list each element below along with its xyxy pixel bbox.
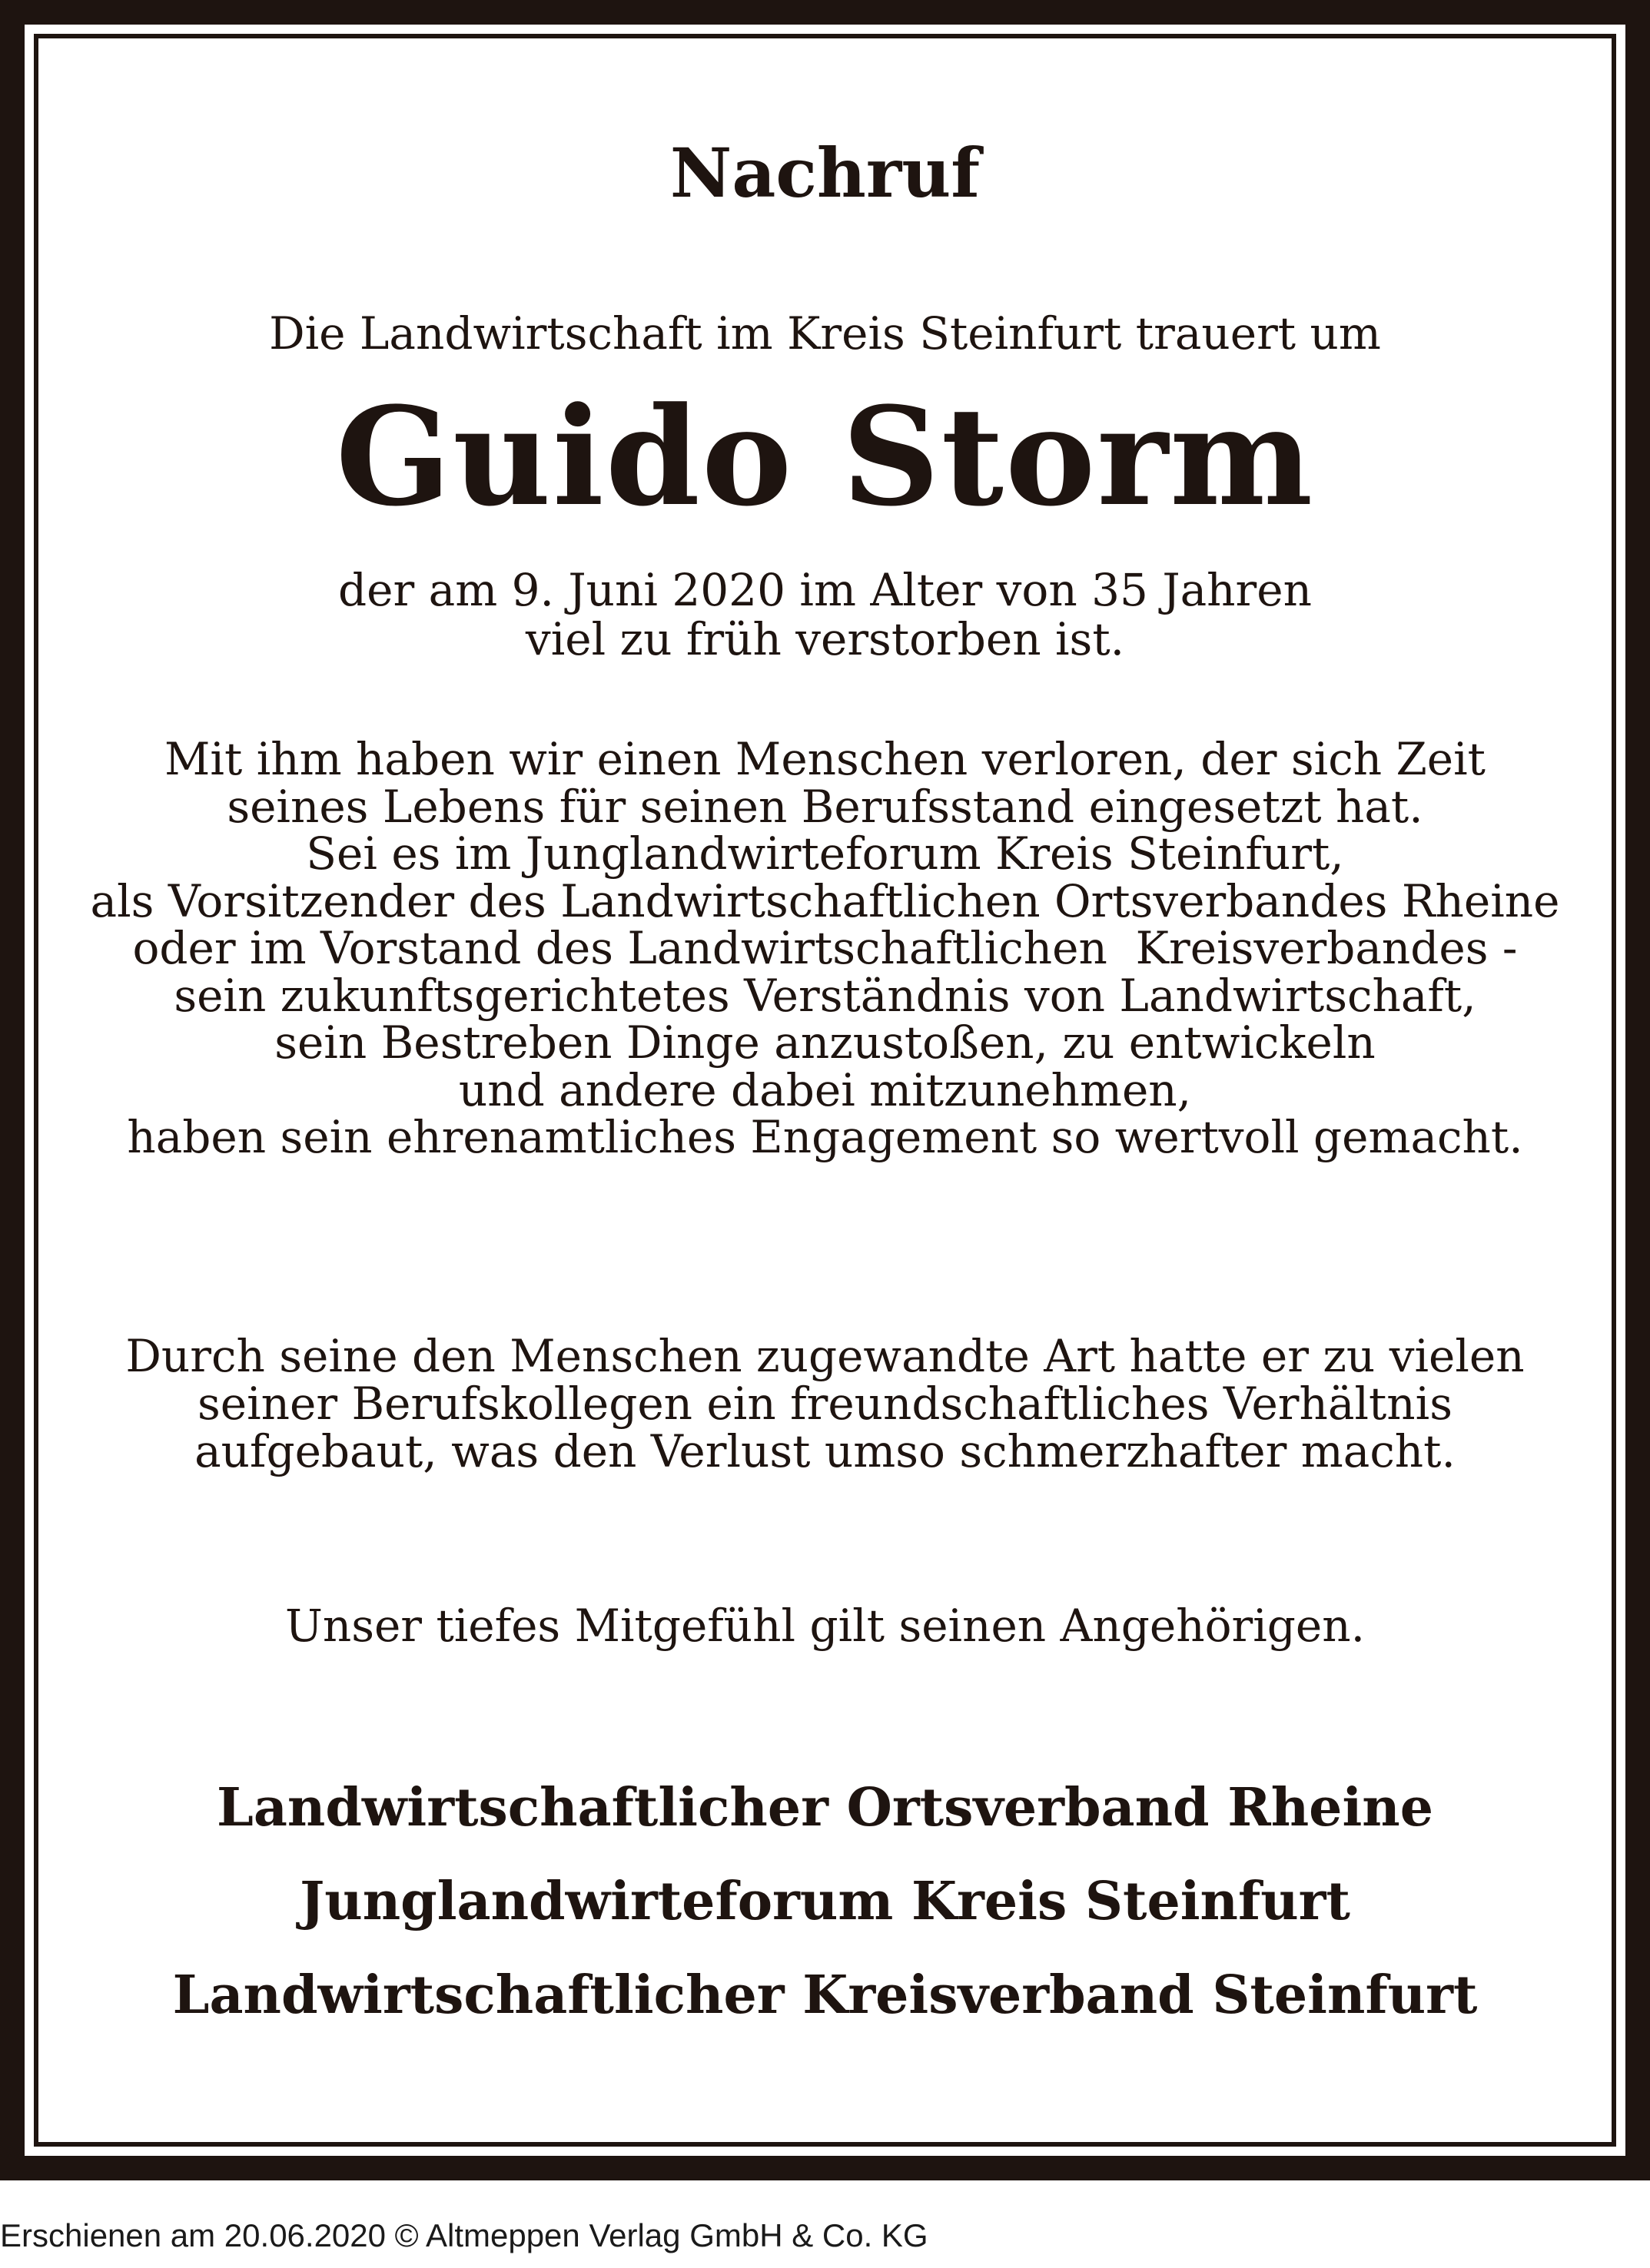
tribute-line: als Vorsitzender des Landwirtschaftlichen Ortsverbandes Rheine <box>90 874 1560 927</box>
tribute-line: haben sein ehrenamtliches Engagement so wertvoll gemacht. <box>127 1111 1523 1163</box>
tribute-line: sein zukunftsgerichtetes Verständnis von Landwirtschaft, <box>174 969 1476 1022</box>
tribute-line: oder im Vorstand des Landwirtschaftlichen Kreisverbandes - <box>132 922 1518 974</box>
signatory-name: Junglandwirteforum Kreis Steinfurt <box>300 1871 1350 1932</box>
signatory-name: Landwirtschaftlicher Kreisverband Steinfurt <box>172 1965 1478 2026</box>
character-line: Durch seine den Menschen zugewandte Art hatte er zu vielen <box>125 1330 1525 1382</box>
tribute-paragraph <box>38 733 1612 1163</box>
obituary-notice <box>38 38 1612 2142</box>
tribute-line: Sei es im Junglandwirteforum Kreis Steinfurt, <box>306 827 1344 880</box>
character-paragraph <box>38 1332 1612 1475</box>
character-line: seiner Berufskollegen ein freundschaftliches Verhältnis <box>198 1378 1452 1430</box>
death-info-line: der am 9. Juni 2020 im Alter von 35 Jahren <box>338 564 1312 616</box>
tribute-line: seines Lebens für seinen Berufsstand eingesetzt hat. <box>227 780 1423 833</box>
obituary-heading: Nachruf <box>669 133 981 213</box>
signatories-list <box>38 1761 1612 2042</box>
tribute-line: Mit ihm haben wir einen Menschen verloren, der sich Zeit <box>164 733 1486 785</box>
death-info-line: viel zu früh verstorben ist. <box>525 613 1125 665</box>
sympathy-text: Unser tiefes Mitgefühl gilt seinen Angehörigen. <box>284 1600 1366 1652</box>
character-line: aufgebaut, was den Verlust umso schmerzhafter macht. <box>194 1425 1456 1477</box>
death-info <box>38 565 1612 664</box>
signatory-name: Landwirtschaftlicher Ortsverband Rheine <box>217 1777 1433 1839</box>
deceased-name: Guido Storm <box>335 377 1315 536</box>
publication-footer: Erschienen am 20.06.2020 © Altmeppen Verlag GmbH & Co. KG <box>0 2217 928 2253</box>
tribute-line: und andere dabei mitzunehmen, <box>458 1063 1192 1116</box>
intro-text: Die Landwirtschaft im Kreis Steinfurt trauert um <box>269 307 1381 360</box>
tribute-line: sein Bestreben Dinge anzustoßen, zu entwickeln <box>274 1016 1376 1069</box>
